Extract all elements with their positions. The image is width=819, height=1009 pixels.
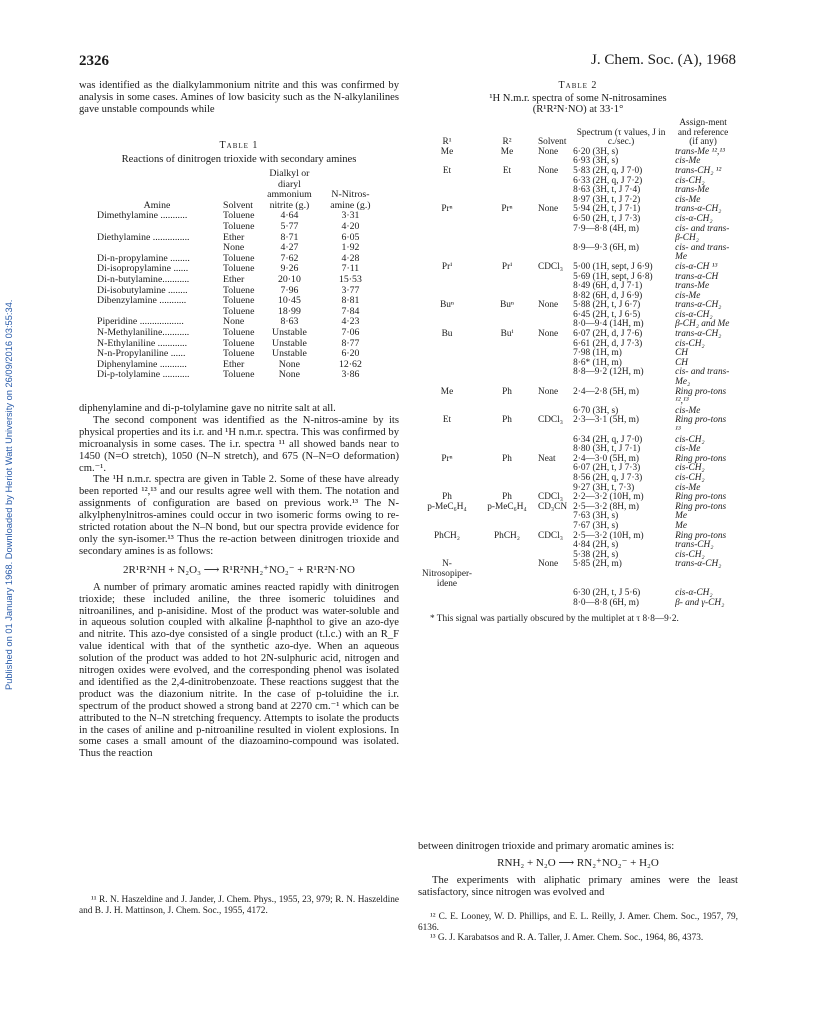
t1-cell-nitrite: 8·63 [280, 316, 299, 328]
t2-cell-spec: 2·2—3·2 (10H, m) [573, 492, 644, 503]
t2-cell-r2 [482, 551, 538, 561]
t1-cell-solvent: Ether [223, 273, 245, 285]
t2-cell-assign: cis-Me [675, 405, 701, 416]
t2-head-r2: R² [502, 137, 512, 148]
t2-cell-solvent [538, 244, 573, 263]
t1-cell-nitrite: 4·27 [280, 242, 299, 254]
t2-cell-spec: 2·4—3·0 (5H, m) [573, 453, 639, 464]
table-row [418, 368, 737, 387]
t1-cell-nitros: 3·77 [341, 284, 360, 296]
t2-cell-assign: Ring pro-tons ¹²,¹³ [675, 386, 727, 407]
t1-cell-nitros: 12·62 [338, 358, 362, 370]
t2-cell-assign: cis-Me [675, 194, 701, 205]
t1-cell-nitrite: Unstable [272, 326, 307, 338]
t2-cell-spec: 8·97 (3H, t, J 7·2) [573, 194, 641, 205]
t2-cell-spec: 4·84 (2H, s) [573, 540, 619, 551]
table-row [97, 222, 382, 233]
left-para-2: The second component was identified as the N-nitros-amine by its physical properties and its i.r. and ¹H n.m.r. spectra. This was confirmed by microanalysis in some cases. The i.r. spectra ¹¹ all showed bands near to 1450 (N=O stretch), 1050 (N–N stretch), and 675 (N–N=O deformation) cm.⁻¹. [79, 414, 399, 474]
t2-cell-r2: Prⁿ [501, 204, 513, 215]
t2-cell-r2 [482, 589, 538, 599]
t1-cell-solvent: None [223, 316, 245, 328]
t2-cell-solvent [538, 599, 573, 609]
t2-cell-r2 [482, 340, 538, 350]
t2-cell-r1 [418, 186, 482, 196]
t1-cell-amine: N-Methylaniline........... [97, 326, 190, 338]
t2-cell-assign: trans-Me [675, 185, 710, 196]
t2-cell-r1 [418, 225, 482, 244]
t2-cell-r2: Et [502, 165, 512, 176]
t1-cell-solvent: Toluene [223, 252, 255, 264]
t1-cell-nitros: 6·05 [341, 231, 360, 243]
t1-cell-amine: N-n-Propylaniline ...... [97, 348, 186, 360]
t2-cell-assign: trans-α-CH₂ [675, 329, 722, 340]
t1-cell-nitros: 15·53 [338, 273, 362, 285]
t2-cell-solvent [538, 340, 573, 350]
t2-cell-spec: 8·80 (3H, t, J 7·1) [573, 444, 641, 455]
footnote-12: ¹² C. E. Looney, W. D. Phillips, and E. L. Reilly, J. Amer. Chem. Soc., 1957, 79, 6136. [418, 912, 738, 933]
t1-cell-solvent: Toluene [223, 305, 255, 317]
t1-cell-nitros: 7·11 [341, 263, 360, 275]
t2-cell-r1 [418, 215, 482, 225]
t2-cell-r1 [418, 244, 482, 263]
t2-cell-r2: p-MeC₆H₄ [487, 501, 527, 512]
t2-cell-solvent: None [538, 300, 559, 311]
t2-cell-assign: trans-CH₂ ¹² [675, 165, 722, 176]
table-2-header [418, 119, 737, 148]
t2-cell-assign: cis- and trans-β-CH₂ [675, 223, 730, 244]
t2-cell-r2 [482, 349, 538, 359]
t2-cell-r2: Ph [502, 415, 512, 426]
t2-cell-r1 [418, 541, 482, 551]
t2-cell-r1 [418, 177, 482, 187]
t2-cell-assign: Ring pro-tons ¹³ [675, 415, 727, 435]
t2-cell-assign: β- and γ-CH₂ [675, 597, 725, 608]
t2-cell-spec: 8·0—9·4 (14H, m) [573, 319, 644, 330]
t1-cell-nitros: 4·20 [341, 220, 360, 232]
table-row [97, 328, 382, 339]
t2-cell-spec: 8·56 (2H, q, J 7·3) [573, 472, 643, 483]
t2-cell-assign: cis-α-CH₂ [675, 309, 713, 320]
t2-cell-r2 [482, 215, 538, 225]
t1-cell-nitrite: Unstable [272, 348, 307, 360]
t2-cell-r2 [482, 474, 538, 484]
t1-cell-nitros: 4·23 [341, 316, 360, 328]
right-equation: RNH₂ + N₂O ⟶ RN₂⁺NO₂⁻ + H₂O [497, 856, 659, 869]
t2-cell-spec: 5·94 (2H, t, J 7·1) [573, 204, 641, 215]
t1-cell-amine: N-Ethylaniline ............ [97, 337, 188, 349]
t2-cell-assign: Me [675, 520, 687, 531]
t1-cell-nitrite: 5·77 [280, 220, 299, 232]
t1-cell-amine: Diethylamine ............... [97, 231, 190, 243]
t2-cell-r2 [482, 599, 538, 609]
t2-cell-spec: 5·00 (1H, sept, J 6·9) [573, 261, 653, 272]
t2-cell-spec: 7·98 (1H, m) [573, 348, 622, 359]
t2-cell-solvent: None [538, 386, 559, 397]
t2-cell-r2: PhCH₂ [494, 530, 520, 541]
t2-cell-r2 [482, 225, 538, 244]
t2-cell-solvent [538, 282, 573, 292]
t1-head-amine: Amine [143, 199, 171, 211]
t2-cell-spec: 5·88 (2H, t, J 6·7) [573, 300, 641, 311]
t2-cell-assign: Ring pro-tons [675, 530, 727, 541]
t2-cell-r1 [418, 474, 482, 484]
t1-cell-solvent: Ether [223, 231, 245, 243]
t2-cell-solvent [538, 273, 573, 283]
t2-cell-spec: 8·9—9·3 (6H, m) [573, 242, 639, 253]
table-row [418, 416, 737, 435]
t1-cell-nitrite: 7·96 [280, 284, 299, 296]
t1-cell-solvent: Toluene [223, 369, 255, 381]
t1-cell-nitrite: 20·10 [277, 273, 301, 285]
t2-cell-r1: Buⁿ [440, 300, 454, 311]
table-2 [418, 80, 738, 625]
t2-cell-spec: 5·85 (2H, m) [573, 559, 622, 570]
t2-cell-spec: 8·63 (3H, t, J 7·4) [573, 185, 641, 196]
t2-cell-solvent [538, 349, 573, 359]
t2-head-solvent: Solvent [538, 137, 567, 148]
t2-cell-assign: β-CH₂ and Me [675, 319, 730, 330]
t2-cell-assign: Ring pro-tons [675, 492, 727, 503]
t2-cell-assign: trans-α-CH₂ [675, 300, 722, 311]
t1-cell-solvent: Ether [223, 358, 245, 370]
t2-cell-spec: 8·8—9·2 (12H, m) [573, 367, 644, 378]
t1-cell-nitros: 1·92 [341, 242, 360, 254]
t2-cell-solvent [538, 589, 573, 599]
t2-cell-spec: 6·70 (3H, s) [573, 405, 619, 416]
t2-cell-r2 [482, 282, 538, 292]
journal-header: J. Chem. Soc. (A), 1968 [591, 52, 736, 68]
t1-cell-solvent: Toluene [223, 337, 255, 349]
t2-cell-r1: N-Nitrosopiper-idene [422, 559, 472, 589]
t2-cell-solvent: CDCl₃ [538, 492, 563, 503]
left-para-4: A number of primary aromatic amines reacted rapidly with dinitrogen trioxide; these included aniline, the three isomeric toluidines and nitroanilines, and p-anisidine. Most of the product was water-soluble and in aqueous solution coupled with alkaline β-naphthol to give an azo-dye and nitrite. This azo-dye consisted of a single product (t.l.c.) with an R_F value identical with that of the synthetic azo-dye. When an aqueous solution of the product was added to hot 2N-sulphuric acid, nitrogen and nitrogen oxides were evolved, and the corresponding phenol was isolated and identified as the 2,4-dinitrobenzoate. These reactions suggest that the product was the diazonium nitrite. In the case of p-toluidine the i.r. spectrum of the product showed a strong band at 2270 cm.⁻¹ which can be attributed to the N–N stretching frequency. Attempts to isolate the products in the cases of aniline and p-nitroaniline resulted in violent explosions. In some cases a small amount of the diazoamino-compound was isolated. Thus the reaction [79, 581, 399, 760]
table-row [418, 599, 737, 609]
t2-cell-spec: 6·93 (3H, s) [573, 156, 619, 167]
t2-cell-solvent: CDCl₃ [538, 415, 563, 426]
table-1 [79, 140, 399, 381]
t1-cell-nitros: 3·86 [341, 369, 360, 381]
left-intro: was identified as the dialkylammonium nitrite and this was confirmed by analysis in some cases. Amines of low basicity such as the N-alkylanilines gave unstable compounds while [79, 80, 399, 115]
t2-cell-assign: trans-Me ¹²,¹³ [675, 146, 725, 157]
t2-cell-solvent: None [538, 204, 559, 215]
t2-cell-r1 [418, 311, 482, 321]
t2-cell-spec: 8·82 (6H, d, J 6·9) [573, 290, 643, 301]
t2-cell-solvent [538, 225, 573, 244]
left-equation: 2R¹R²NH + N₂O₃ ⟶ R¹R²NH₂⁺NO₂⁻ + R¹R²N·NO [123, 563, 355, 576]
t1-cell-solvent: Toluene [223, 348, 255, 360]
t2-cell-solvent [538, 368, 573, 387]
t2-cell-assign: trans-CH₂ [675, 540, 714, 551]
t2-cell-assign: Ring pro-tons [675, 501, 727, 512]
t2-cell-r1 [418, 273, 482, 283]
t2-cell-r1: Me [440, 146, 454, 157]
t2-cell-spec: 7·9—8·8 (4H, m) [573, 223, 639, 234]
t1-cell-nitrite: 7·62 [280, 252, 299, 264]
t2-cell-r1 [418, 359, 482, 369]
t1-cell-nitrite: None [278, 369, 301, 381]
t2-cell-assign: cis-CH₂ [675, 472, 705, 483]
t2-cell-spec: 2·5—3·2 (8H, m) [573, 501, 639, 512]
t2-head-r1: R¹ [442, 137, 452, 148]
t2-cell-r2 [482, 512, 538, 522]
t2-cell-spec: 6·50 (2H, t, J 7·3) [573, 213, 641, 224]
t2-cell-r1 [418, 340, 482, 350]
table-2-label: Table 2 [558, 80, 598, 91]
t2-cell-assign: Ring pro-tons [675, 453, 727, 464]
t1-cell-nitros: 6·20 [341, 348, 360, 360]
table-row [97, 370, 382, 381]
t1-cell-nitrite: 10·45 [277, 295, 301, 307]
t2-cell-solvent [538, 512, 573, 522]
t2-cell-r1 [418, 282, 482, 292]
t1-cell-solvent: None [223, 242, 245, 254]
t2-cell-spec: 7·67 (3H, s) [573, 520, 619, 531]
t1-cell-nitros: 3·31 [341, 210, 360, 222]
t1-cell-nitros: 8·81 [341, 295, 360, 307]
t2-cell-r1: Et [442, 165, 452, 176]
page-number: 2326 [79, 53, 109, 69]
t2-cell-spec: 6·45 (2H, t, J 6·5) [573, 309, 641, 320]
t2-cell-r1 [418, 436, 482, 446]
t2-cell-assign: cis-CH₂ [675, 338, 705, 349]
t2-cell-solvent [538, 359, 573, 369]
t2-cell-r1 [418, 589, 482, 599]
t2-cell-r2 [482, 436, 538, 446]
t2-cell-assign: cis-α-CH₂ [675, 213, 713, 224]
left-para-3: The ¹H n.m.r. spectra are given in Table 2. Some of these have already been reported ¹²,¹³ and our results agree well with them. The notation and assignments of configuration are based on previous work.¹³ The N-alkylphenylnitros-amines could occur in two isomeric forms owing to re-stricted rotation about the N–N bond, but our spectra provide evidence for only the syn-isomer.¹³ Thus the re-action between dinitrogen trioxide and secondary amines is as follows: [79, 474, 399, 557]
right-footnotes [418, 912, 738, 944]
t2-cell-solvent: None [538, 559, 559, 570]
t2-cell-r2: Prⁱ [501, 261, 513, 272]
t2-cell-r2 [482, 186, 538, 196]
table-1-grid [97, 169, 382, 381]
t2-cell-spec: 8·0—8·8 (6H, m) [573, 597, 639, 608]
table-2-title: ¹H N.m.r. spectra of some N-nitrosamines [489, 93, 667, 104]
left-body [79, 403, 399, 760]
left-column [79, 80, 399, 116]
t2-cell-assign: cis- and trans-Me₂ [675, 367, 730, 388]
t1-cell-solvent: Toluene [223, 220, 255, 232]
t2-cell-solvent [538, 541, 573, 551]
t2-cell-assign: cis-CH₂ [675, 463, 705, 474]
right-para-1: between dinitrogen trioxide and primary aromatic amines is: [418, 841, 675, 852]
t2-cell-r1 [418, 512, 482, 522]
t2-cell-r1 [418, 349, 482, 359]
t2-cell-assign: trans-Me [675, 281, 710, 292]
t1-cell-solvent: Toluene [223, 326, 255, 338]
t1-head-nitrite: Dialkyl or diaryl ammonium nitrite (g.) [267, 168, 312, 211]
t2-cell-assign: cis-α-CH₂ [675, 588, 713, 599]
t2-cell-r2: Ph [502, 386, 512, 397]
t2-cell-solvent: CDCl₃ [538, 530, 563, 541]
t1-cell-amine: Piperidine .................. [97, 316, 184, 328]
t2-cell-spec: 6·61 (2H, d, J 7·3) [573, 338, 643, 349]
t2-cell-assign: cis- and trans-Me [675, 242, 730, 263]
t1-cell-nitros: 8·77 [341, 337, 360, 349]
t2-cell-spec: 6·33 (2H, q, J 7·2) [573, 175, 643, 186]
table-1-title: Reactions of dinitrogen trioxide with secondary amines [121, 154, 357, 165]
t2-cell-assign: cis-Me [675, 444, 701, 455]
t1-cell-amine: Di-p-tolylamine ........... [97, 369, 190, 381]
t2-cell-solvent: CDCl₃ [538, 261, 563, 272]
t2-cell-r1: Ph [442, 492, 452, 503]
t2-cell-assign: Me [675, 511, 687, 522]
t2-cell-solvent [538, 464, 573, 474]
t1-cell-nitrite: 18·99 [277, 305, 301, 317]
t1-cell-nitrite: Unstable [272, 337, 307, 349]
t2-cell-assign: cis-α-CH ¹³ [675, 261, 718, 272]
t2-cell-assign: cis-CH₂ [675, 434, 705, 445]
t1-cell-solvent: Toluene [223, 295, 255, 307]
left-footnote [79, 895, 399, 916]
t2-cell-spec: 6·07 (2H, d, J 7·6) [573, 329, 643, 340]
t2-cell-assign: trans-α-CH₂ [675, 559, 722, 570]
t1-head-solvent: Solvent [223, 199, 253, 211]
table-row [418, 244, 737, 263]
t2-cell-solvent [538, 436, 573, 446]
table-row [418, 560, 737, 589]
t1-cell-nitros: 4·28 [341, 252, 360, 264]
t2-cell-assign: CH [675, 348, 688, 359]
t1-cell-amine: Dimethylamine ........... [97, 210, 188, 222]
t2-cell-r2 [482, 311, 538, 321]
t2-cell-assign: CH [675, 357, 688, 368]
t2-cell-assign: cis-Me [675, 156, 701, 167]
t2-cell-spec: 8·6* (1H, m) [573, 357, 622, 368]
t1-cell-amine: Di-isopropylamine ...... [97, 263, 189, 275]
t1-cell-amine: Di-n-butylamine........... [97, 273, 190, 285]
t1-cell-nitrite: 4·64 [280, 210, 299, 222]
t2-cell-r1 [418, 464, 482, 474]
left-para-1: diphenylamine and di-p-tolylamine gave no nitrite salt at all. [79, 403, 336, 414]
t2-cell-r2: Ph [502, 453, 512, 464]
t2-cell-assign: cis-CH₂ [675, 175, 705, 186]
t2-cell-r2 [482, 368, 538, 387]
t1-cell-nitros: 7·06 [341, 326, 360, 338]
t2-cell-r2: Me [500, 146, 514, 157]
download-watermark-text[interactable]: Published on 01 January 1968. Downloaded by Heriot Watt University on 26/09/2016 03:55:34. [4, 299, 14, 690]
t2-cell-r2: Buⁿ [500, 300, 514, 311]
table-row [418, 388, 737, 407]
t2-cell-spec: 5·83 (2H, q, J 7·0) [573, 165, 643, 176]
table-2-grid [418, 119, 737, 608]
t2-cell-assign: cis-CH₂ [675, 549, 705, 560]
t1-cell-amine [97, 222, 223, 233]
table-row [97, 275, 382, 286]
table-1-label: Table 1 [219, 140, 259, 151]
t2-cell-r1 [418, 368, 482, 387]
t2-cell-spec: 2·3—3·1 (5H, m) [573, 415, 639, 426]
t2-cell-spec: 2·5—3·2 (10H, m) [573, 530, 644, 541]
t2-cell-assign: trans-α-CH₂ [675, 204, 722, 215]
t1-head-nitros: N-Nitros- amine (g.) [330, 189, 371, 211]
t2-cell-spec: 5·69 (1H, sept, J 6·8) [573, 271, 653, 282]
footnote-13: ¹³ G. J. Karabatsos and R. A. Taller, J. Amer. Chem. Soc., 1964, 86, 4373. [430, 933, 704, 944]
t2-cell-assign: trans-α-CH [675, 271, 719, 282]
t2-cell-solvent [538, 311, 573, 321]
t2-cell-r1: Prⁱ [441, 261, 453, 272]
t2-cell-r1: Et [442, 415, 452, 426]
t2-cell-spec: 6·34 (2H, q, J 7·0) [573, 434, 643, 445]
t2-cell-r2 [482, 464, 538, 474]
t2-cell-spec: 6·07 (2H, t, J 7·3) [573, 463, 641, 474]
t2-cell-solvent: None [538, 329, 559, 340]
t2-cell-r2: Buⁱ [500, 329, 514, 340]
t2-head-spectrum: Spectrum (τ values, J in c./sec.) [576, 127, 666, 148]
t2-cell-r1: p-MeC₆H₄ [427, 501, 467, 512]
t1-cell-amine: Diphenylamine ........... [97, 358, 187, 370]
t1-cell-nitros: 7·84 [341, 305, 360, 317]
t2-cell-assign: cis-Me [675, 482, 701, 493]
table-row [418, 225, 737, 244]
table-2-note: * This signal was partially obscured by the multiplet at τ 8·8—9·2. [430, 614, 679, 625]
t1-cell-solvent: Toluene [223, 263, 255, 275]
t2-cell-spec: 9·27 (3H, t, 7·3) [573, 482, 635, 493]
t2-cell-solvent [538, 186, 573, 196]
t2-cell-spec: 6·20 (3H, s) [573, 146, 619, 157]
t2-cell-spec: 6·30 (2H, t, J 5·6) [573, 588, 641, 599]
footnote-11: ¹¹ R. N. Haszeldine and J. Jander, J. Chem. Phys., 1955, 23, 979; R. N. Haszeldine and B. J. H. Mattinson, J. Chem. Soc., 1955, 4172. [79, 895, 399, 916]
t2-cell-solvent: CD₃CN [538, 501, 568, 512]
t2-cell-r2 [482, 177, 538, 187]
right-para-2: The experiments with aliphatic primary amines were the least satisfactory, since nitrogen was evolved and [418, 874, 738, 898]
t2-cell-spec: 2·4—2·8 (5H, m) [573, 386, 639, 397]
t2-cell-r1: PhCH₂ [434, 530, 460, 541]
t2-cell-assign: cis-Me [675, 290, 701, 301]
t1-cell-solvent: Toluene [223, 210, 255, 222]
t2-cell-solvent [538, 474, 573, 484]
t1-cell-nitrite: 9·26 [280, 263, 299, 275]
t1-cell-nitrite: None [278, 358, 301, 370]
t2-cell-spec: 8·49 (6H, d, J 7·1) [573, 281, 643, 292]
t2-cell-r2 [482, 541, 538, 551]
t2-cell-r1: Prⁿ [441, 453, 453, 464]
t2-cell-r1 [418, 599, 482, 609]
t1-cell-solvent: Toluene [223, 284, 255, 296]
t2-head-assign: Assign-ment and reference (if any) [677, 118, 729, 148]
t2-cell-r1: Bu [441, 329, 453, 340]
t2-cell-solvent [538, 215, 573, 225]
t1-cell-amine: Dibenzylamine ........... [97, 295, 187, 307]
t2-cell-solvent: None [538, 146, 559, 157]
right-body [418, 841, 738, 899]
t2-cell-r2 [482, 244, 538, 263]
t2-cell-r2: Ph [502, 492, 512, 503]
t1-cell-amine: Di-n-propylamine ........ [97, 252, 190, 264]
t2-cell-r2 [482, 560, 538, 589]
t2-cell-r1: Me [440, 386, 454, 397]
t2-cell-spec: 7·63 (3H, s) [573, 511, 619, 522]
t2-cell-solvent: None [538, 165, 559, 176]
t1-cell-amine: Di-isobutylamine ........ [97, 284, 188, 296]
t1-cell-nitrite: 8·71 [280, 231, 299, 243]
table-1-header [97, 169, 382, 211]
t2-cell-solvent: Neat [538, 453, 556, 464]
t2-cell-r2 [482, 359, 538, 369]
t2-cell-solvent [538, 177, 573, 187]
table-2-subtitle: (R¹R²N·NO) at 33·1° [532, 104, 624, 115]
download-watermark[interactable] [2, 210, 16, 690]
t2-cell-r2 [482, 273, 538, 283]
t2-cell-r1: Prⁿ [441, 204, 453, 215]
t2-cell-spec: 5·38 (2H, s) [573, 549, 619, 560]
